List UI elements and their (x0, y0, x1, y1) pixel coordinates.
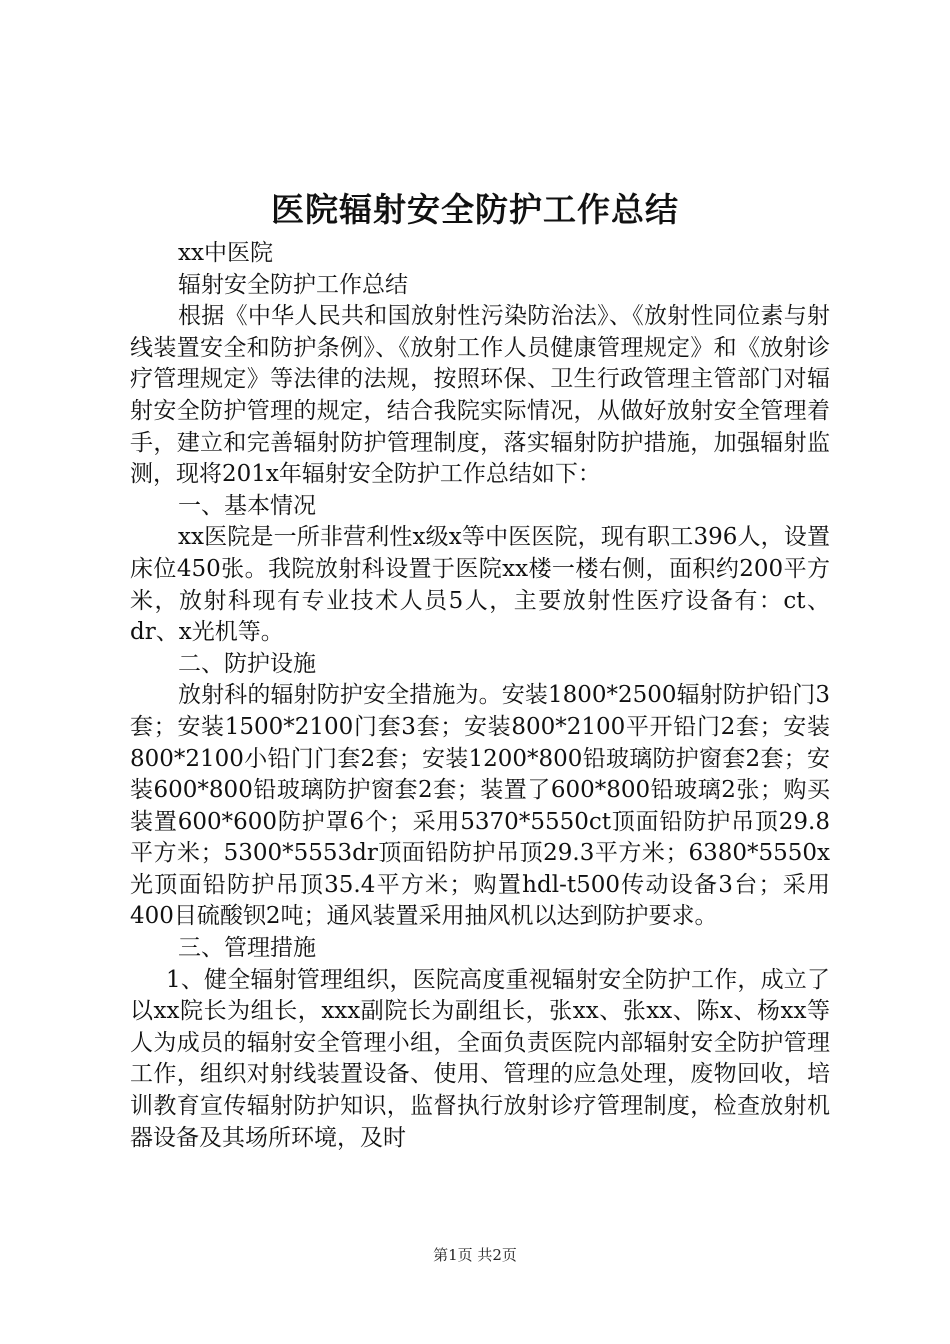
document-body (130, 238, 830, 1154)
document-paragraph: 根据《中华人民共和国放射性污染防治法》、《放射性同位素与射线装置安全和防护条例》、《放射工作人员健康管理规定》和《放射诊疗管理规定》等法律的法规，按照环保、卫生行政管理主管部门对辐射安全防护管理的规定，结合我院实际情况，从做好放射安全管理着手，建立和完善辐射防护管理制度，落实辐射防护措施，加强辐射监测，现将201x年辐射安全防护工作总结如下： (130, 303, 830, 488)
document-title: 医院辐射安全防护工作总结 (271, 190, 679, 229)
document-paragraph: 放射科的辐射防护安全措施为。安装1800*2500辐射防护铅门3套；安装1500*2100门套3套；安装800*2100平开铅门2套；安装800*2100小铅门门套2套；安装1200*800铅玻璃防护窗套2套；安装600*800铅玻璃防护窗套2套；装置了600*800铅玻璃2张；购买装置600*600防护罩6个；采用5370*5550ct顶面铅防护吊顶29.8平方米；5300*5553dr顶面铅防护吊顶29.3平方米；6380*5550x光顶面铅防护吊顶35.4平方米；购置hdl-t500传动设备3台；采用400目硫酸钡2吨；通风装置采用抽风机以达到防护要求。 (130, 682, 830, 930)
document-paragraph: xx医院是一所非营利性x级x等中医医院，现有职工396人，设置床位450张。我院放射科设置于医院xx楼一楼右侧，面积约200平方米，放射科现有专业技术人员5人，主要放射性医疗设备有：ct、dr、x光机等。 (130, 524, 830, 646)
section-heading: 一、基本情况 (178, 492, 316, 519)
document-paragraph: xx中医院 (178, 240, 273, 266)
section-heading: 二、防护设施 (178, 650, 316, 677)
document-paragraph: 辐射安全防护工作总结 (178, 271, 408, 298)
section-heading: 三、管理措施 (178, 935, 316, 962)
page-footer: 第1页 共2页 (433, 1246, 517, 1264)
document-paragraph: 1、健全辐射管理组织，医院高度重视辐射安全防护工作，成立了以xx院长为组长，xxx副院长为副组长，张xx、张xx、陈x、杨xx等人为成员的辐射安全管理小组，全面负责医院内部辐射安全防护管理工作，组织对射线装置设备、使用、管理的应急处理，废物回收，培训教育宣传辐射防护知识，监督执行放射诊疗管理制度，检查放射机器设备及其场所环境，及时 (130, 966, 830, 1151)
